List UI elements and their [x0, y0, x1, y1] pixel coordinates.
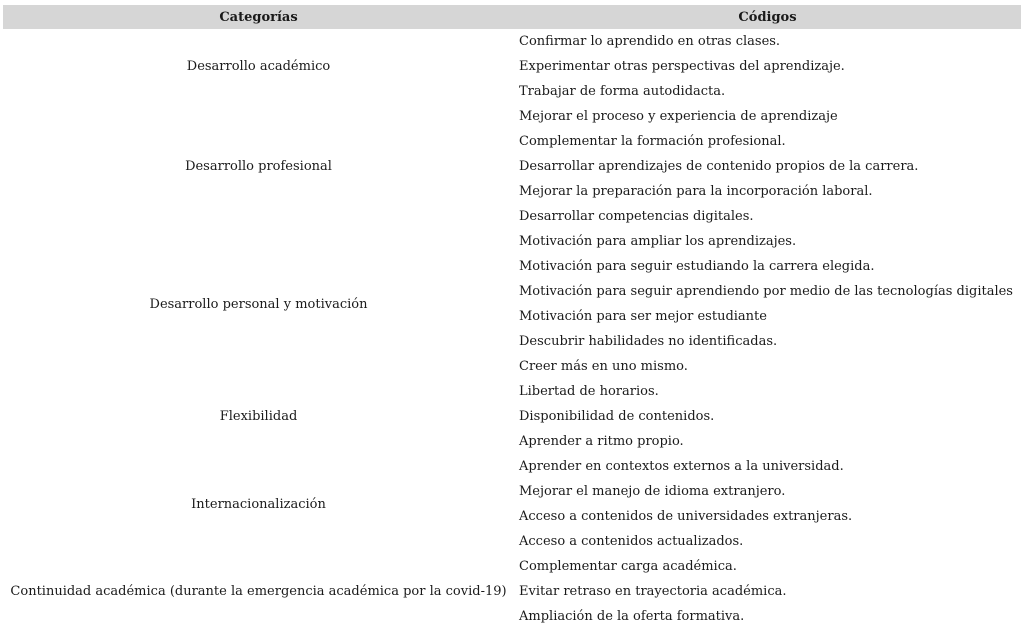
- header-row: [3, 5, 1021, 29]
- category-cell: Continuidad académica (durante la emergencia académica por la covid-19): [10, 584, 507, 599]
- code-cell: Experimentar otras perspectivas del aprendizaje.: [519, 59, 845, 74]
- code-cell: Libertad de horarios.: [519, 384, 659, 399]
- category-cell: Desarrollo profesional: [185, 159, 332, 174]
- code-cell: Mejorar el manejo de idioma extranjero.: [519, 484, 786, 499]
- table-row: [3, 29, 1021, 54]
- code-cell: Desarrollar competencias digitales.: [519, 209, 754, 224]
- table-row: [3, 554, 1021, 579]
- code-cell: Aprender a ritmo propio.: [519, 434, 684, 449]
- code-cell: Mejorar el proceso y experiencia de aprendizaje: [519, 109, 838, 124]
- code-cell: Mejorar la preparación para la incorporación laboral.: [519, 184, 873, 199]
- table-body: [3, 29, 1021, 629]
- table-header: [3, 5, 1021, 29]
- category-cell: Internacionalización: [191, 496, 326, 512]
- header-categories: Categorías: [219, 9, 298, 25]
- header-codes: Códigos: [738, 9, 797, 25]
- code-cell: Complementar carga académica.: [519, 559, 737, 574]
- category-cell: Desarrollo académico: [186, 59, 331, 74]
- code-cell: Aprender en contextos externos a la universidad.: [519, 459, 844, 474]
- table-row: [3, 379, 1021, 404]
- code-cell: Creer más en uno mismo.: [519, 359, 688, 374]
- code-cell: Evitar retraso en trayectoria académica.: [519, 584, 787, 599]
- table-row: [3, 104, 1021, 129]
- code-cell: Ampliación de la oferta formativa.: [519, 609, 745, 624]
- code-cell: Confirmar lo aprendido en otras clases.: [519, 34, 781, 49]
- code-cell: Motivación para ampliar los aprendizajes.: [519, 234, 797, 249]
- code-cell: Acceso a contenidos de universidades extranjeras.: [519, 509, 853, 524]
- category-cell: Desarrollo personal y motivación: [149, 296, 368, 312]
- code-cell: Disponibilidad de contenidos.: [519, 409, 715, 424]
- categories-codes-table: [3, 5, 1021, 629]
- code-cell: Descubrir habilidades no identificadas.: [519, 334, 778, 349]
- code-cell: Desarrollar aprendizajes de contenido propios de la carrera.: [519, 159, 919, 174]
- table-row: [3, 229, 1021, 254]
- code-cell: Motivación para seguir aprendiendo por medio de las tecnologías digitales: [519, 284, 1013, 299]
- code-cell: Motivación para seguir estudiando la carrera elegida.: [519, 259, 875, 274]
- code-cell: Trabajar de forma autodidacta.: [519, 84, 726, 99]
- code-cell: Complementar la formación profesional.: [519, 134, 786, 149]
- category-cell: Flexibilidad: [219, 409, 298, 424]
- code-cell: Motivación para ser mejor estudiante: [519, 309, 767, 324]
- code-cell: Acceso a contenidos actualizados.: [519, 534, 744, 549]
- table-row: [3, 454, 1021, 479]
